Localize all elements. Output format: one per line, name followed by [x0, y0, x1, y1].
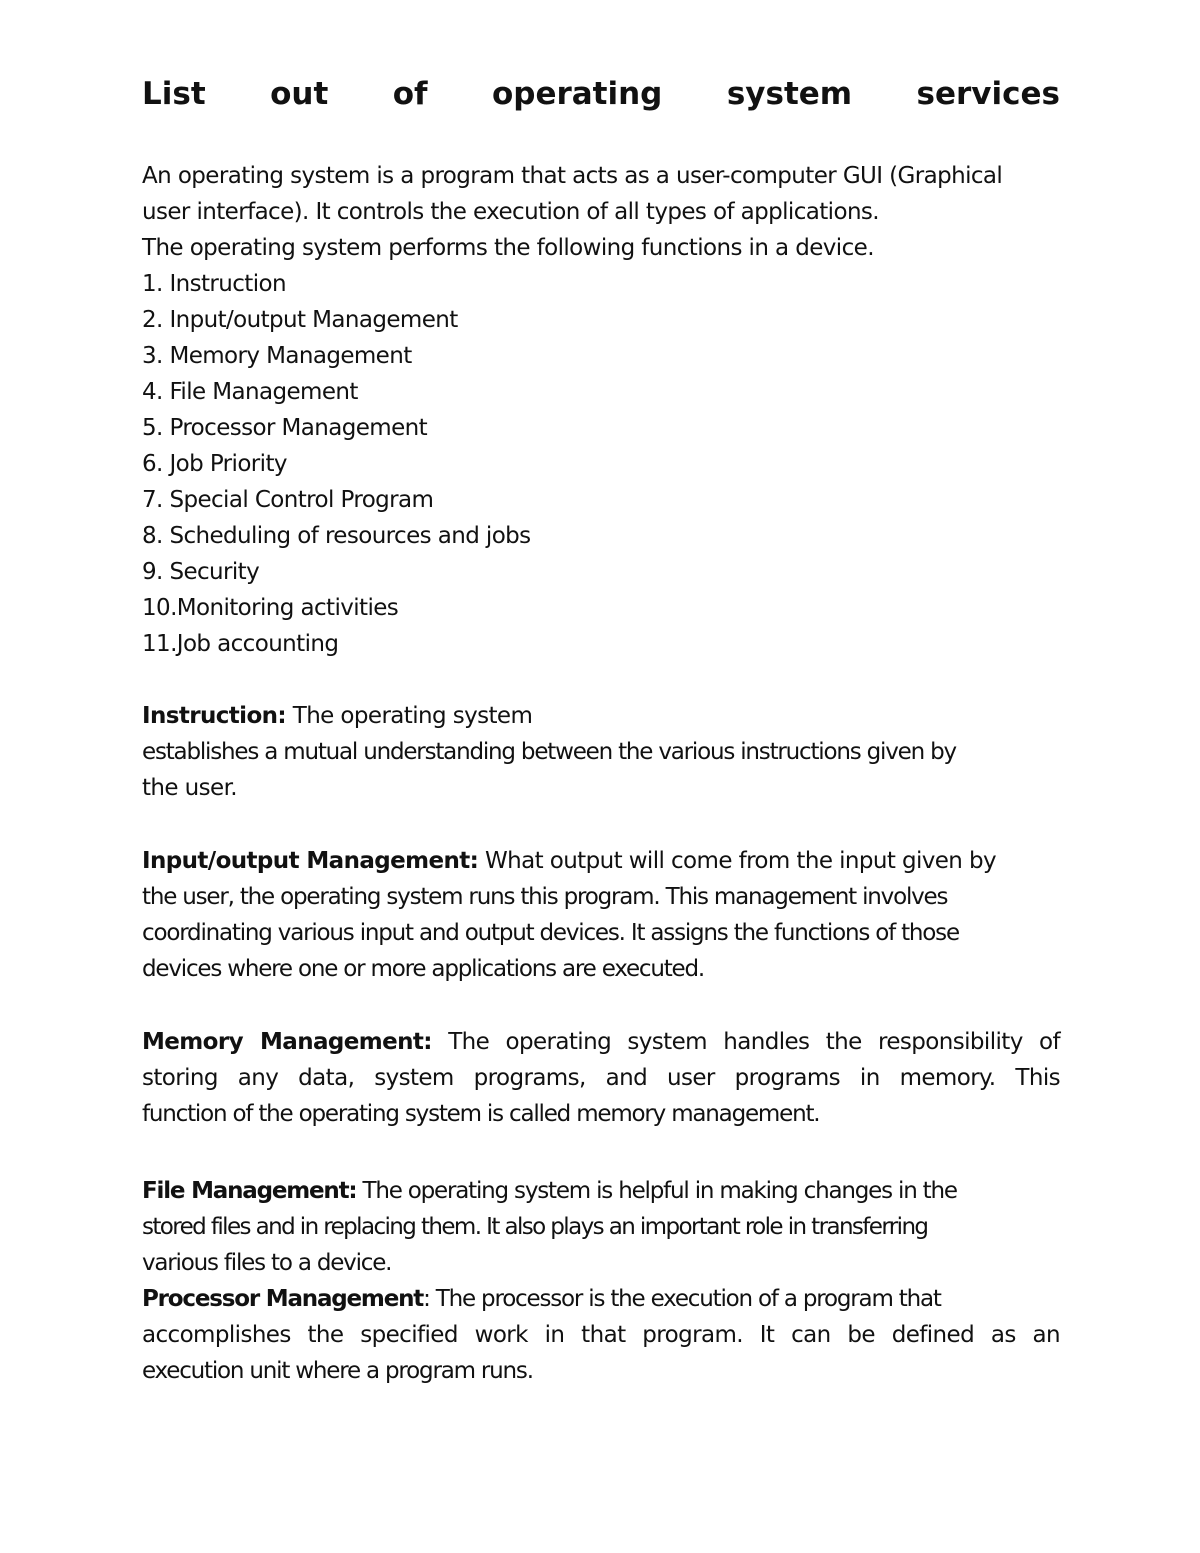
title-word: List [142, 76, 206, 112]
section-heading: Processor Management [142, 1286, 424, 1312]
title-word: operating [491, 76, 663, 112]
intro-line: An operating system is a program that acts as a user-computer GUI (Graphical [142, 163, 1003, 189]
section-heading: Input/output Management: [142, 848, 479, 874]
title-word: system [726, 76, 853, 112]
section-text: establishes a mutual understanding between the various instructions given by [142, 739, 956, 765]
title-word: out [270, 76, 329, 112]
section-text: The operating system handles the responsibility of [431, 1029, 1060, 1055]
list-item: 7. Special Control Program [142, 487, 434, 513]
list-item: 4. File Management [142, 379, 358, 405]
page-title [142, 72, 1060, 116]
section-text: storing any data, system programs, and user programs in memory. This [142, 1065, 1060, 1091]
section-text: The operating system is helpful in making changes in the [356, 1178, 957, 1204]
section-text: execution unit where a program runs. [142, 1358, 533, 1384]
section-text: The processor is the execution of a program that [429, 1286, 941, 1312]
section-text: function of the operating system is called memory management. [142, 1101, 820, 1127]
section-text: coordinating various input and output devices. It assigns the functions of those [142, 920, 959, 946]
section-io-management [142, 843, 1060, 879]
section-instruction [142, 698, 1060, 734]
intro-line: The operating system performs the following functions in a device. [142, 235, 874, 261]
list-item: 10.Monitoring activities [142, 595, 399, 621]
section-text: What output will come from the input given by [478, 848, 996, 874]
intro-line: user interface). It controls the execution of all types of applications. [142, 199, 880, 225]
list-item: 6. Job Priority [142, 451, 287, 477]
section-text: accomplishes the specified work in that program. It can be defined as an [142, 1322, 1060, 1348]
section-text: stored files and in replacing them. It also plays an important role in transferring [142, 1214, 928, 1240]
section-heading: Memory Management: [142, 1029, 432, 1055]
list-item: 11.Job accounting [142, 631, 339, 657]
section-heading: File Management: [142, 1178, 357, 1204]
list-item: 9. Security [142, 559, 260, 585]
list-item: 5. Processor Management [142, 415, 428, 441]
list-item: 3. Memory Management [142, 343, 412, 369]
list-item: 2. Input/output Management [142, 307, 458, 333]
section-text: various files to a device. [142, 1250, 392, 1276]
title-word: services [916, 76, 1060, 112]
section-text: The operating system [286, 703, 533, 729]
title-word: of [392, 76, 428, 112]
section-text: the user, the operating system runs this program. This management involves [142, 884, 948, 910]
section-heading: Instruction: [142, 703, 287, 729]
list-item: 1. Instruction [142, 271, 286, 297]
section-memory-management [142, 1024, 1060, 1060]
section-text: devices where one or more applications are executed. [142, 956, 705, 982]
section-file-management [142, 1173, 1060, 1209]
section-heading-colon: : [423, 1286, 430, 1312]
section-text: the user. [142, 775, 238, 801]
list-item: 8. Scheduling of resources and jobs [142, 523, 531, 549]
section-processor-management [142, 1281, 1060, 1317]
